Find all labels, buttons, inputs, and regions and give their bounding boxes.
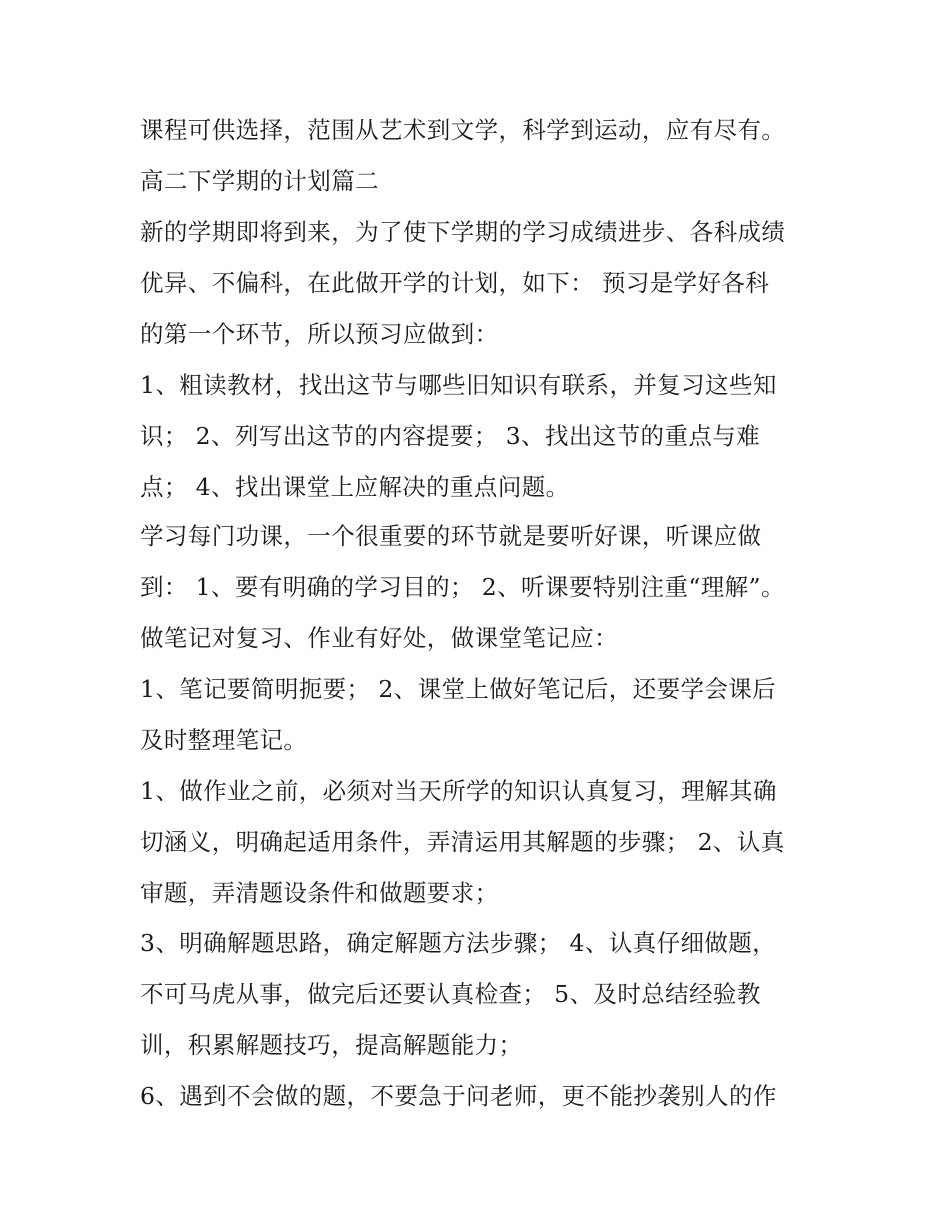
text-line: 3、明确解题思路，确定解题方法步骤； 4、认真仔细做题， bbox=[140, 929, 777, 957]
text-line: 优异、不偏科，在此做开学的计划，如下： 预习是学好各科 bbox=[140, 269, 770, 297]
text-line: 的第一个环节，所以预习应做到： bbox=[140, 320, 499, 348]
text-line: 训，积累解题技巧，提高解题能力； bbox=[140, 1031, 523, 1059]
text-line: 6、遇到不会做的题，不要急于问老师，更不能抄袭别人的作 bbox=[140, 1082, 777, 1110]
section-heading: 高二下学期的计划篇二 bbox=[140, 167, 379, 195]
text-line: 1、笔记要简明扼要； 2、课堂上做好笔记后，还要学会课后 bbox=[140, 675, 777, 703]
text-line: 识； 2、列写出这节的内容提要； 3、找出这节的重点与难 bbox=[140, 422, 761, 450]
text-line: 1、做作业之前，必须对当天所学的知识认真复习，理解其确 bbox=[140, 777, 777, 805]
text-line: 1、粗读教材，找出这节与哪些旧知识有联系，并复习这些知 bbox=[140, 371, 777, 399]
text-line: 课程可供选择，范围从艺术到文学，科学到运动，应有尽有。 bbox=[140, 116, 786, 144]
text-line: 及时整理笔记。 bbox=[140, 726, 308, 754]
text-line: 学习每门功课，一个很重要的环节就是要听好课，听课应做 bbox=[140, 522, 762, 550]
text-line: 审题，弄清题设条件和做题要求； bbox=[140, 879, 499, 907]
text-line: 点； 4、找出课堂上应解决的重点问题。 bbox=[140, 473, 570, 501]
text-line: 到： 1、要有明确的学习目的； 2、听课要特别注重“理解”。 bbox=[140, 573, 785, 601]
text-line: 不可马虎从事，做完后还要认真检查； 5、及时总结经验教 bbox=[140, 980, 761, 1008]
text-line: 做笔记对复习、作业有好处，做课堂笔记应： bbox=[140, 624, 618, 652]
text-line: 新的学期即将到来，为了使下学期的学习成绩进步、各科成绩 bbox=[140, 218, 786, 246]
text-line: 切涵义，明确起适用条件，弄清运用其解题的步骤； 2、认真 bbox=[140, 828, 785, 856]
